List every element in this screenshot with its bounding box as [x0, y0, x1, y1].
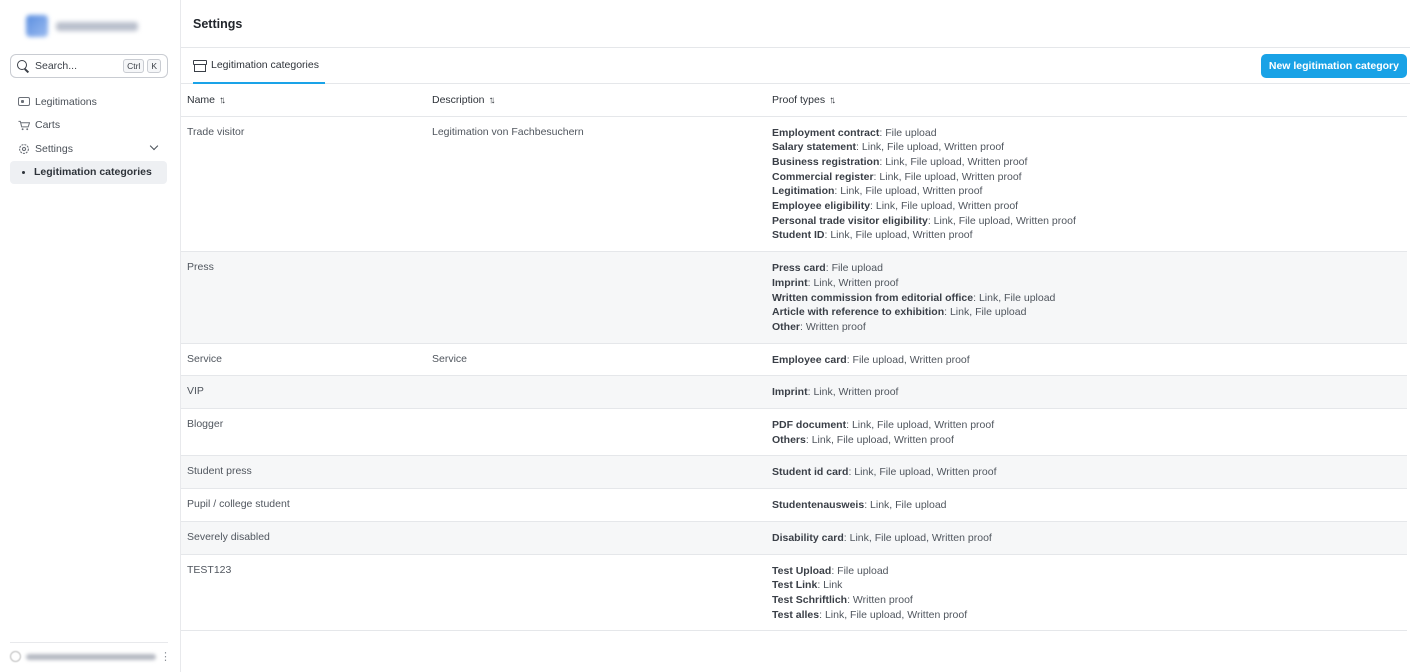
user-menu[interactable] — [10, 642, 171, 664]
cell-name: Service — [181, 343, 426, 376]
proof-type-name: Commercial register — [772, 170, 874, 183]
table-header-row — [181, 84, 1407, 116]
proof-type-name: Others — [772, 433, 806, 446]
tab-legitimation-categories[interactable] — [193, 48, 325, 84]
proof-type-options: File upload — [831, 262, 883, 275]
column-header-label: Name — [187, 93, 216, 106]
sidebar-item-label: Settings — [35, 142, 73, 155]
proof-type-name: Business registration — [772, 155, 880, 168]
proof-type-line: Employee eligibility: Link, File upload, Written proof — [772, 200, 1019, 213]
sort-icon[interactable]: ↑↓ — [219, 94, 224, 106]
column-header-label: Proof types — [772, 93, 826, 106]
cell-name: Trade visitor — [181, 116, 426, 252]
cell-proof-types — [766, 456, 1407, 489]
proof-type-options: File upload — [885, 126, 937, 139]
sidebar-nav — [0, 90, 180, 184]
proof-type-options: Link, File upload, Written proof — [861, 141, 1005, 154]
cell-proof-types — [766, 376, 1407, 409]
proof-type-options: Link, File upload — [978, 291, 1056, 304]
cell-proof-types — [766, 343, 1407, 376]
cell-name: Student press — [181, 456, 426, 489]
proof-type-options: Link, Written proof — [813, 386, 899, 399]
proof-type-line: Disability card: Link, File upload, Written proof — [772, 531, 992, 544]
chevron-down-icon[interactable] — [150, 142, 158, 150]
cell-name: Severely disabled — [181, 521, 426, 554]
proof-type-line: Imprint: Link, Written proof — [772, 386, 899, 399]
cell-description — [426, 252, 766, 344]
proof-type-line: Employment contract: File upload — [772, 126, 937, 139]
proof-type-name: Imprint — [772, 276, 808, 289]
sidebar-item-label: Legitimations — [35, 95, 97, 108]
cell-proof-types — [766, 554, 1407, 631]
shortcut-ctrl: Ctrl — [123, 59, 144, 73]
column-header-name[interactable] — [181, 84, 426, 116]
shortcut-k: K — [147, 59, 161, 73]
cell-description — [426, 409, 766, 456]
proof-type-line: Business registration: Link, File upload, Written proof — [772, 155, 1028, 168]
brand[interactable] — [0, 0, 180, 52]
proof-type-options: Link, File upload, Written proof — [885, 155, 1028, 168]
archive-box-icon — [193, 60, 205, 71]
categories-table — [181, 84, 1407, 631]
proof-type-line: Test alles: Link, File upload, Written proof — [772, 608, 968, 621]
proof-type-line: Student id card: Link, File upload, Written proof — [772, 466, 997, 479]
column-header-label: Description — [432, 93, 485, 106]
search-button[interactable] — [10, 54, 168, 78]
cell-proof-types — [766, 409, 1407, 456]
sidebar-item-settings[interactable] — [0, 137, 167, 161]
cell-description — [426, 554, 766, 631]
more-vertical-icon[interactable]: ⋮ — [160, 651, 171, 663]
table-row[interactable] — [181, 343, 1407, 376]
proof-type-options: Link, File upload — [870, 499, 947, 512]
cell-proof-types — [766, 489, 1407, 522]
search-icon — [17, 60, 29, 72]
proof-type-options: Link, File upload — [949, 306, 1027, 319]
proof-type-name: Written commission from editorial office — [772, 291, 974, 304]
cell-name: TEST123 — [181, 554, 426, 631]
cell-name: Pupil / college student — [181, 489, 426, 522]
proof-type-name: Studentenausweis — [772, 499, 865, 512]
tab-bar — [181, 48, 1410, 84]
cell-description — [426, 376, 766, 409]
proof-type-name: Press card — [772, 262, 826, 275]
table-row[interactable] — [181, 456, 1407, 489]
cell-description: Service — [426, 343, 766, 376]
bullet-icon — [22, 171, 25, 174]
cell-proof-types — [766, 521, 1407, 554]
sidebar-item-legitimation-categories[interactable] — [10, 161, 167, 185]
proof-type-name: Legitimation — [772, 185, 835, 198]
gear-icon — [18, 144, 30, 154]
sort-icon[interactable]: ↑↓ — [488, 94, 493, 106]
cell-proof-types — [766, 252, 1407, 344]
proof-type-name: Employee card — [772, 353, 847, 366]
cell-description: Legitimation von Fachbesuchern — [426, 116, 766, 252]
table-row[interactable] — [181, 409, 1407, 456]
proof-type-options: Link, File upload, Written proof — [824, 608, 968, 621]
proof-type-name: Student id card — [772, 466, 849, 479]
table-row[interactable] — [181, 252, 1407, 344]
proof-type-name: Student ID — [772, 229, 825, 242]
proof-type-options: Link, File upload, Written proof — [830, 229, 973, 242]
proof-type-options: Link, Written proof — [813, 276, 899, 289]
proof-type-line: Personal trade visitor eligibility: Link, File upload, Written proof — [772, 214, 1076, 227]
proof-type-name: Disability card — [772, 531, 844, 544]
proof-type-line: Employee card: File upload, Written proof — [772, 353, 970, 366]
proof-type-name: Other — [772, 320, 801, 333]
proof-type-options: Link, File upload, Written proof — [849, 531, 992, 544]
proof-type-options: Link, File upload, Written proof — [840, 185, 983, 198]
proof-type-line: Student ID: Link, File upload, Written proof — [772, 229, 973, 242]
proof-type-options: Link — [823, 579, 843, 592]
proof-type-line: Written commission from editorial office: Link, File upload — [772, 291, 1056, 304]
logo — [26, 15, 48, 37]
proof-type-line: PDF document: Link, File upload, Written proof — [772, 419, 995, 432]
user-email-blurred — [26, 654, 156, 660]
proof-type-name: Imprint — [772, 386, 808, 399]
proof-type-name: Test Upload — [772, 564, 832, 577]
proof-type-line: Legitimation: Link, File upload, Written proof — [772, 185, 983, 198]
page-title: Settings — [193, 16, 243, 31]
proof-type-options: Written proof — [805, 320, 866, 333]
proof-type-line: Test Link: Link — [772, 579, 843, 592]
proof-type-line: Others: Link, File upload, Written proof — [772, 433, 954, 446]
table-row[interactable] — [181, 489, 1407, 522]
proof-type-name: Test alles — [772, 608, 820, 621]
proof-type-line: Test Schriftlich: Written proof — [772, 593, 913, 606]
search-label: Search... — [35, 60, 78, 72]
proof-type-line: Studentenausweis: Link, File upload — [772, 499, 947, 512]
proof-type-options: File upload — [837, 564, 889, 577]
proof-type-line: Other: Written proof — [772, 320, 866, 333]
proof-type-name: Salary statement — [772, 141, 857, 154]
proof-type-options: Link, File upload, Written proof — [933, 214, 1076, 227]
avatar — [10, 651, 21, 662]
proof-type-name: Employee eligibility — [772, 200, 871, 213]
column-header-description[interactable] — [426, 84, 766, 116]
main-content — [181, 0, 1410, 672]
proof-type-name: PDF document — [772, 419, 847, 432]
topbar — [181, 0, 1410, 48]
cell-description — [426, 489, 766, 522]
id-card-icon — [18, 97, 30, 107]
proof-type-line: Press card: File upload — [772, 262, 883, 275]
proof-type-line: Commercial register: Link, File upload, Written proof — [772, 170, 1022, 183]
cell-name: Press — [181, 252, 426, 344]
proof-type-name: Personal trade visitor eligibility — [772, 214, 928, 227]
sidebar-item-label: Carts — [35, 119, 61, 132]
new-legitimation-category-button[interactable]: New legitimation category — [1261, 54, 1407, 78]
table-row[interactable] — [181, 116, 1407, 252]
sidebar-item-label: Legitimation categories — [34, 166, 152, 179]
proof-type-options: File upload, Written proof — [852, 353, 970, 366]
proof-type-options: Written proof — [852, 593, 913, 606]
column-header-proof-types[interactable] — [766, 84, 1407, 116]
proof-type-name: Test Schriftlich — [772, 593, 848, 606]
sidebar — [0, 0, 181, 672]
proof-type-name: Test Link — [772, 579, 818, 592]
sidebar-item-legitimations[interactable] — [0, 90, 167, 114]
table-row[interactable] — [181, 521, 1407, 554]
sidebar-item-carts[interactable] — [0, 114, 167, 138]
proof-type-name: Article with reference to exhibition — [772, 306, 945, 319]
cart-icon — [18, 120, 30, 130]
table-row[interactable] — [181, 376, 1407, 409]
proof-type-line: Imprint: Link, Written proof — [772, 276, 899, 289]
proof-type-line: Test Upload: File upload — [772, 564, 889, 577]
sort-icon[interactable]: ↑↓ — [829, 94, 834, 106]
proof-type-options: Link, File upload, Written proof — [854, 466, 997, 479]
proof-type-line: Article with reference to exhibition: Link, File upload — [772, 306, 1027, 319]
proof-type-options: Link, File upload, Written proof — [851, 419, 995, 432]
brand-name-blurred — [56, 22, 138, 31]
cell-name: VIP — [181, 376, 426, 409]
proof-type-name: Employment contract — [772, 126, 880, 139]
proof-type-options: Link, File upload, Written proof — [811, 433, 954, 446]
tab-label: Legitimation categories — [211, 59, 319, 71]
cell-description — [426, 521, 766, 554]
cell-proof-types — [766, 116, 1407, 252]
proof-type-options: Link, File upload, Written proof — [879, 170, 1022, 183]
proof-type-line: Salary statement: Link, File upload, Written proof — [772, 141, 1005, 154]
cell-name: Blogger — [181, 409, 426, 456]
proof-type-options: Link, File upload, Written proof — [875, 200, 1019, 213]
table-row[interactable] — [181, 554, 1407, 631]
table-body — [181, 116, 1407, 631]
cell-description — [426, 456, 766, 489]
